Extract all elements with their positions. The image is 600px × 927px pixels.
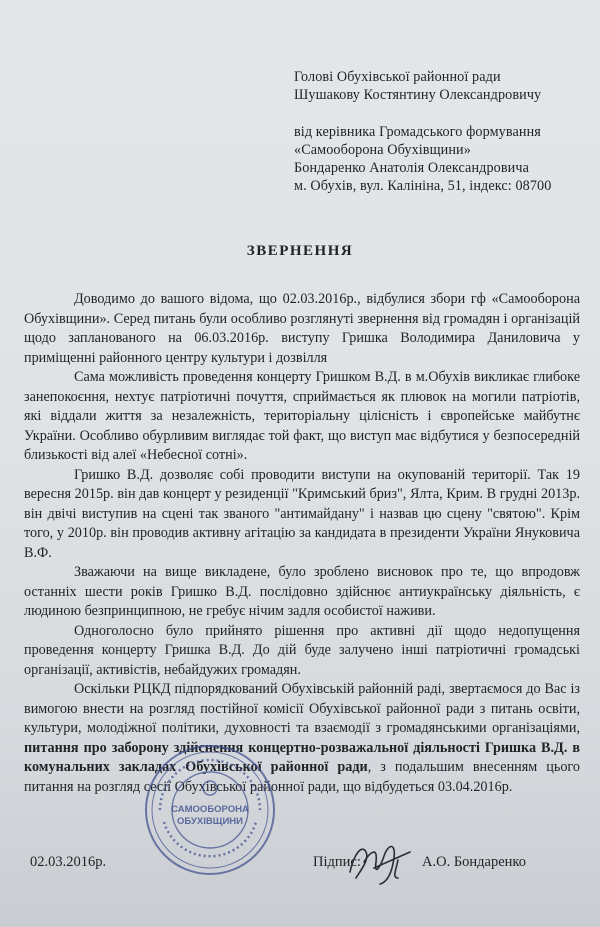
sender-address: м. Обухів, вул. Калініна, 51, індекс: 08700 bbox=[294, 178, 552, 194]
paragraph-1: Доводимо до вашого відома, що 02.03.2016р., відбулися збори гф «Самооборона Обухівщини». Серед питань були особливо розглянуті звернення від громадян і організацій щодо запланованого на 06.03.2016р. виступу Гришка Володимира Даниловича у приміщенні районного центру культури і дозвілля bbox=[24, 291, 580, 366]
recipient-position: Голові Обухівської районної ради bbox=[294, 69, 501, 85]
stamp-text-line2: ОБУХІВЩИНИ bbox=[177, 816, 243, 827]
sender-name: Бондаренко Анатолія Олександровича bbox=[294, 160, 529, 176]
paragraph-6-start: Оскільки РЦКД підпорядкований Обухівській районній раді, звертаємося до Вас із вимогою внести на розгляд постійної комісії Обухівської районної ради з питань освіти, культури, молодіжної політики, духовності та взаємодії з громадянськими організаціями, bbox=[24, 681, 580, 736]
organization-stamp bbox=[140, 740, 280, 880]
paragraph-4: Зважаючи на вище викладене, було зроблено висновок про те, що впродовж останніх шести років Гришко В.Д. послідовно здійснює антиукраїнську діяльність, є людиною безпринципною, не гребує нічим задля особистої наживи. bbox=[24, 564, 580, 619]
paragraph-3: Гришко В.Д. дозволяє собі проводити виступи на окупованій території. Так 19 вересня 2015р. він дав концерт у резиденції "Кримський бриз", Ялта, Крим. В грудні 2013р. він двічі виступив на сцені так званого "антимайдану" і назвав цю сцену "святою". Крім того, у 2010р. він проводив активну агітацію за кандидата в президенти України Януковича В.Ф. bbox=[24, 466, 580, 561]
paragraph-6 bbox=[24, 680, 580, 797]
stamp-text-line1: САМООБОРОНА bbox=[171, 804, 249, 815]
document-title: ЗВЕРНЕННЯ bbox=[246, 243, 354, 259]
paragraph-5: Одноголосно було прийнято рішення про активні дії щодо недопущення проведення концерту Гришка В.Д. До дій буде залучено інші патріотичні громадські організації, активістів, небайдужих громадян. bbox=[24, 622, 580, 678]
signer-name: А.О. Бондаренко bbox=[422, 854, 526, 870]
recipient-name: Шушакову Костянтину Олександровичу bbox=[294, 87, 542, 103]
sender-position: від керівника Громадського формування bbox=[294, 124, 541, 140]
document-date: 02.03.2016р. bbox=[30, 854, 107, 870]
paragraph-6-bold-request: питання про заборону здійснення концертно-розважальної діяльності Гришка В.Д. в комунальних закладах Обухівської районної ради bbox=[24, 739, 580, 775]
paragraph-2: Сама можливість проведення концерту Гришком В.Д. в м.Обухів викликає глибоке занепокоєння, нехтує патріотичні почуття, сприймається як плювок на могили патріотів, які віддали життя за незалежність, територіальну цілісність і європейське майбутнє України. Особливо обурливим виглядає той факт, що виступ має відбутися у безпосередній близькості від алеї «Небесної сотні». bbox=[24, 369, 580, 463]
handwritten-signature bbox=[340, 832, 420, 892]
sender-organization: «Самооборона Обухівщини» bbox=[294, 142, 471, 158]
addressee-block bbox=[294, 68, 551, 195]
letter-body bbox=[24, 290, 580, 797]
signature-label: Підпис: bbox=[313, 854, 361, 870]
paragraph-6-end: , з подальшим внесенням цього питання на розгляд сесії Обухівської районної ради, що відбудеться 03.04.2016р. bbox=[24, 759, 580, 795]
